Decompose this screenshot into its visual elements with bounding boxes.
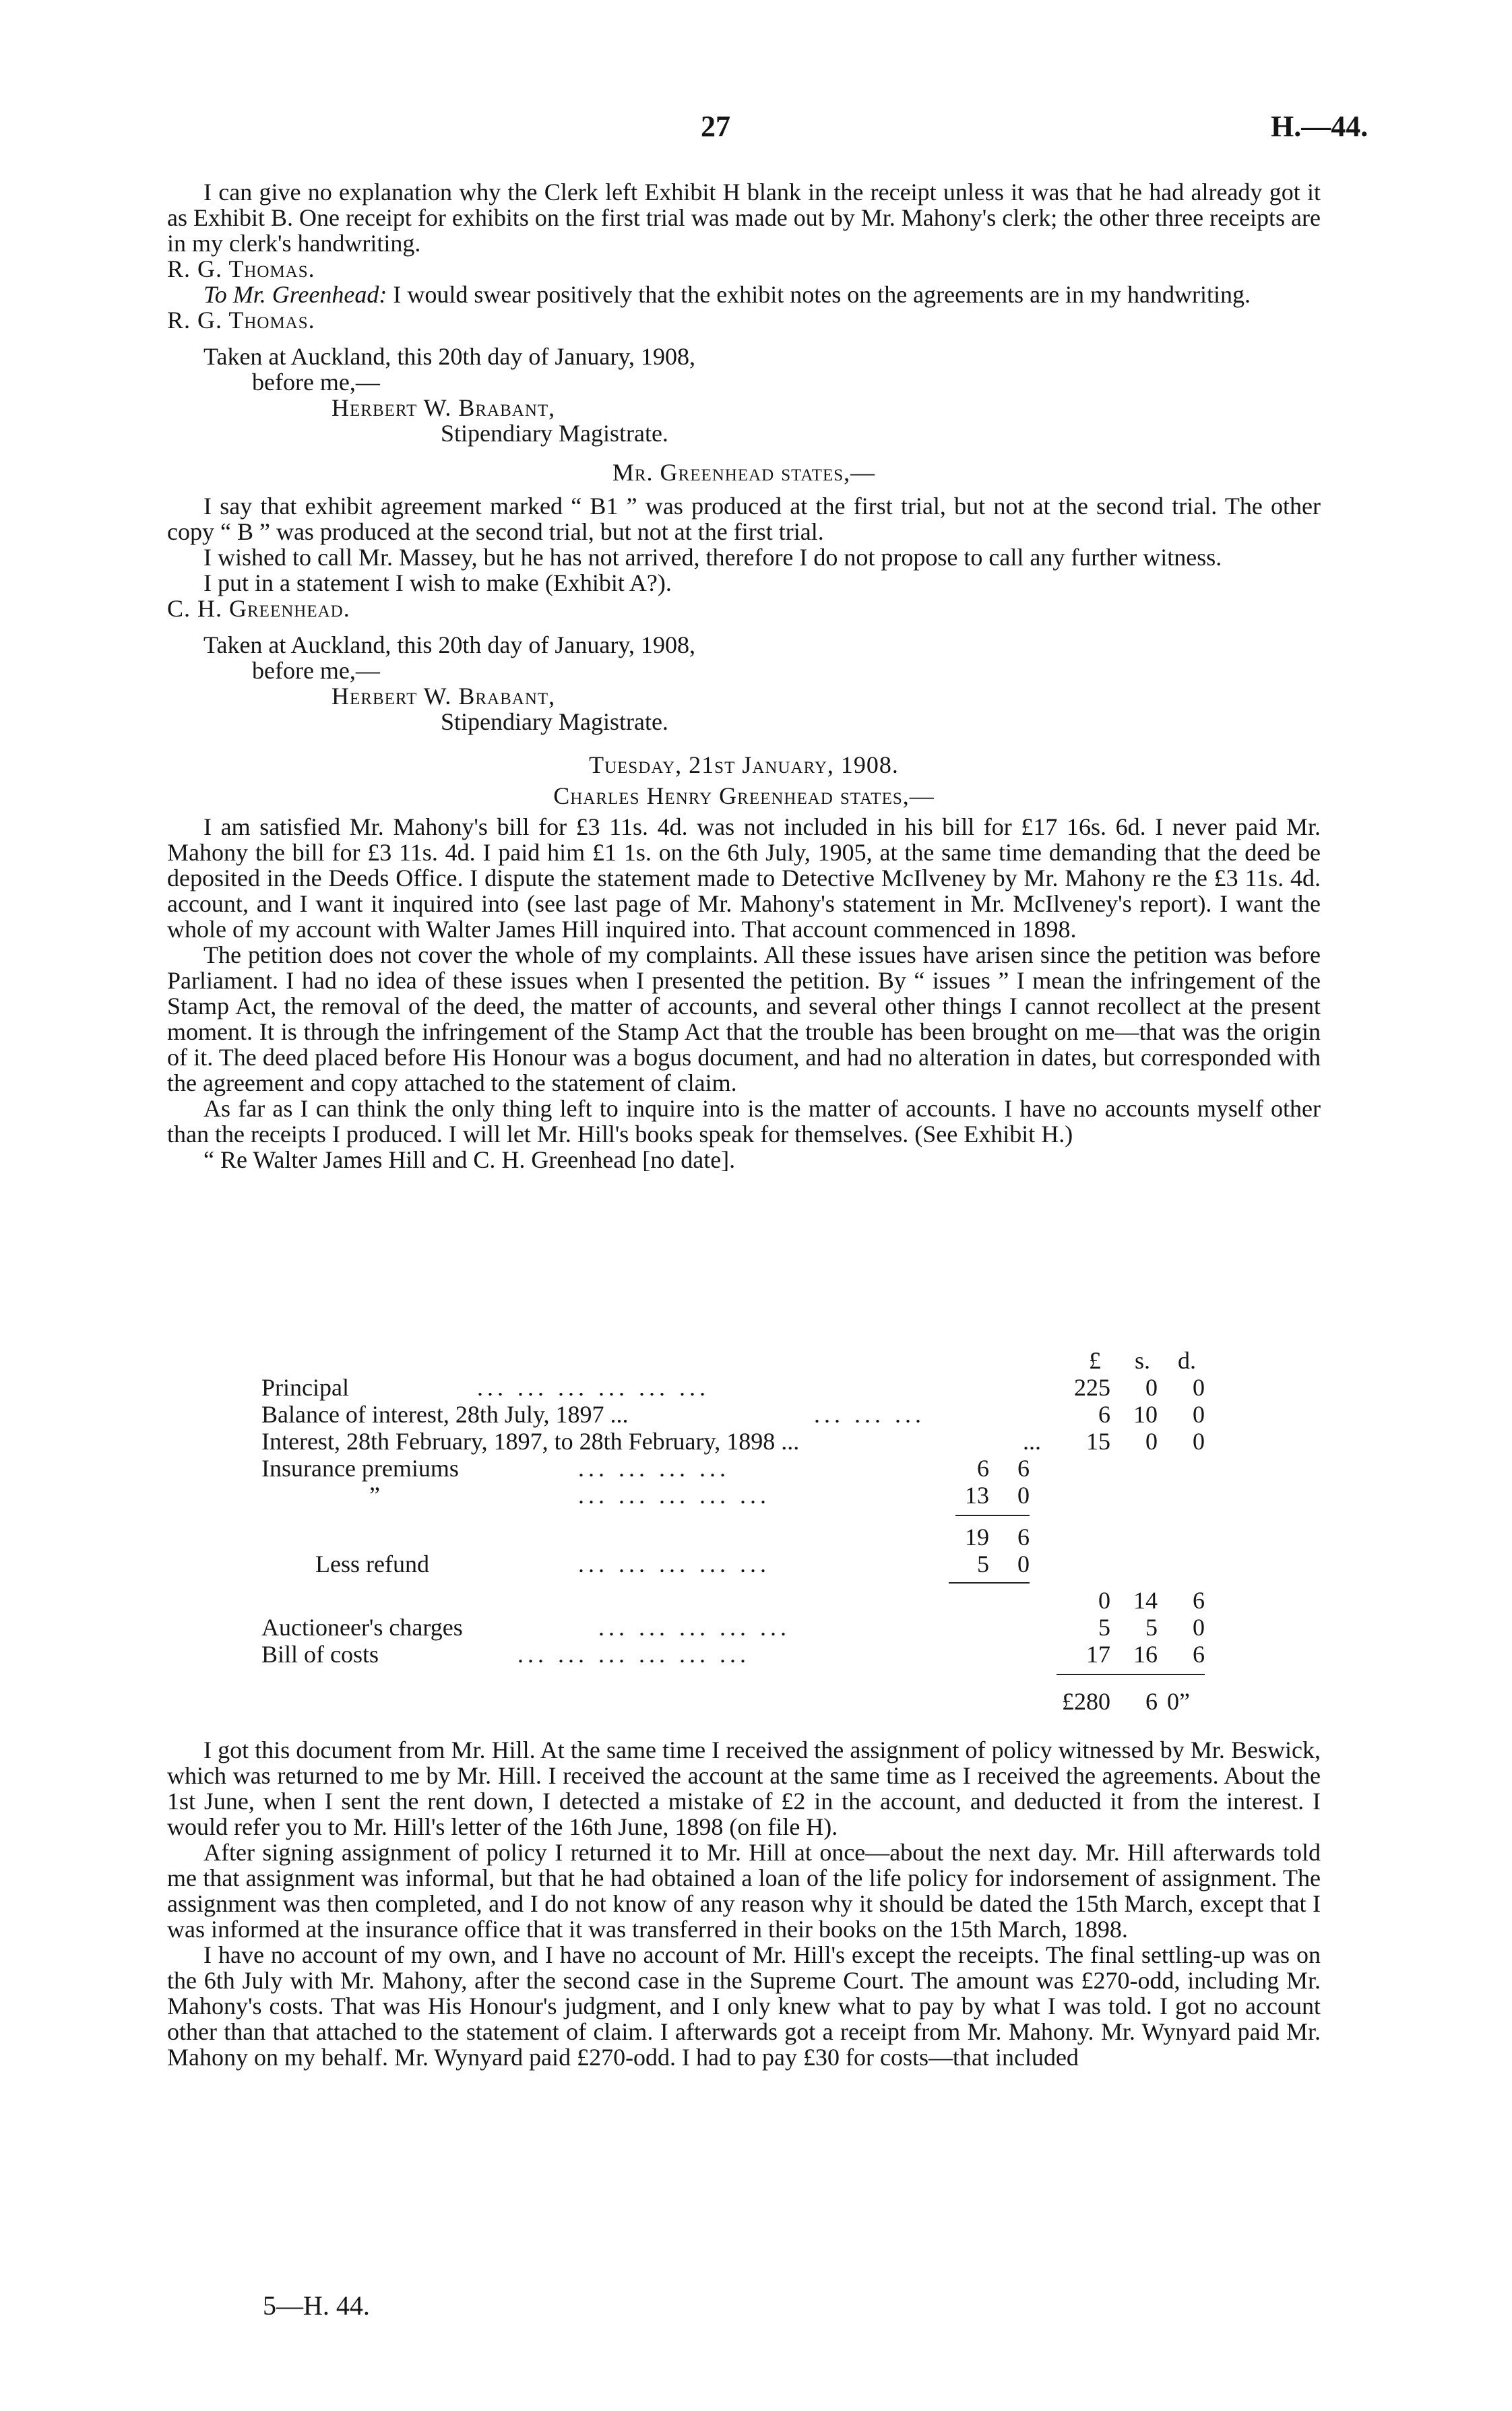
subtotal-rule <box>955 1515 1030 1516</box>
account-table <box>167 1348 1321 1779</box>
amount-pounds: 15 <box>1086 1428 1110 1455</box>
account-statement <box>167 1348 1321 1779</box>
row-leader: ... ... ... ... ... <box>578 1551 770 1577</box>
heading-greenhead-states: Mr. Greenhead states,— <box>612 459 876 486</box>
inner-shillings: 13 <box>965 1482 989 1509</box>
row-label: Interest, 28th February, 1897, to 28th February, 1898 ... <box>261 1428 800 1455</box>
total-shillings: 6 <box>1145 1688 1158 1715</box>
refund-rule <box>949 1582 1030 1584</box>
paragraph-greenhead-3: I put in a statement I wish to make (Exhibit A?). <box>203 569 672 596</box>
paragraph-after-1: I got this document from Mr. Hill. At the same time I received the assignment of policy witnessed by Mr. Beswick, which was returned to me by Mr. Hill. I received the account at the same time as I received the agreements. About the 1st June, when I sent the rent down, I detected a mistake of £2 in the account, and deducted it from the interest. I would refer you to Mr. Hill's letter of the 16th June, 1898 (on file H). <box>167 1736 1321 1840</box>
paragraph-greenhead-2: I wished to call Mr. Massey, but he has not arrived, therefore I do not propose to call any further witness. <box>203 544 1222 571</box>
inner-shillings: 5 <box>977 1551 989 1577</box>
addressee: To Mr. Greenhead: <box>203 281 387 308</box>
paragraph-thomas-1: I can give no explanation why the Clerk left Exhibit H blank in the receipt unless it was that he had already got it as Exhibit B. One receipt for exhibits on the first trial was made out by Mr. Mahony's clerk; the other three receipts are in my clerk's handwriting. <box>167 179 1321 257</box>
amount-pounds: 0 <box>1098 1587 1110 1614</box>
amount-shillings: 16 <box>1133 1641 1158 1668</box>
inner-pence: 0 <box>1017 1551 1030 1577</box>
paragraph-greenhead-1: I say that exhibit agreement marked “ B1 ” was produced at the first trial, but not at the second trial. The other copy “ B ” was produced at the second trial, but not at the first trial. <box>167 493 1321 545</box>
taken-at-1: Taken at Auckland, this 20th day of January, 1908, <box>203 343 695 370</box>
amount-pence: 6 <box>1193 1641 1205 1668</box>
inner-pence: 6 <box>1017 1524 1030 1551</box>
amount-shillings: 10 <box>1133 1401 1158 1428</box>
signature-mark: 5—H. 44. <box>263 2290 370 2321</box>
row-leader: ... ... ... ... ... ... <box>517 1641 750 1668</box>
paragraph-after-3: I have no account of my own, and I have no account of Mr. Hill's except the receipts. The final settling-up was on the 6th July with Mr. Mahony, after the second case in the Supreme Court. The amount was £270-odd, including Mr. Mahony's costs. That was His Honour's judgment, and I only knew what to pay by what I was told. I got no account other than that attached to the statement of claim. I afterwards got a receipt from Mr. Mahony. Mr. Wynyard paid Mr. Mahony on my behalf. Mr. Wynyard paid £270-odd. I had to pay £30 for costs—that included <box>167 1941 1321 2071</box>
amount-shillings: 5 <box>1145 1614 1158 1641</box>
inner-pence: 6 <box>1017 1455 1030 1482</box>
signature-thomas-2: R. G. Thomas. <box>167 307 315 334</box>
upper-section <box>167 179 1321 1172</box>
paragraph-thomas-2-text: I would swear positively that the exhibit notes on the agreements are in my handwriting. <box>387 281 1251 308</box>
amount-shillings: 14 <box>1133 1587 1158 1614</box>
account-heading-text: “ Re Walter James Hill and C. H. Greenhead [no date]. <box>203 1146 736 1173</box>
row-leader: ... ... ... ... ... <box>578 1482 770 1509</box>
header-pounds: £ <box>1089 1347 1101 1374</box>
row-leader: ... ... ... ... ... <box>598 1614 790 1641</box>
magistrate-name-2: Herbert W. Brabant, <box>332 683 556 710</box>
date-heading: Tuesday, 21st January, 1908. <box>589 751 899 778</box>
row-leader: ... ... ... <box>814 1401 925 1428</box>
paragraph-charles-1: I am satisfied Mr. Mahony's bill for £3 11s. 4d. was not included in his bill for £17 16s. 6d. I never paid Mr. Mahony the bill for £3 11s. 4d. I paid him £1 1s. on the 6th July, 1905, at the same time demanding that the deed be deposited in the Deeds Office. I dispute the statement made to Detective McIlveney by Mr. Mahony re the £3 11s. 4d. account, and I want it inquired into (see last page of Mr. Mahony's statement in Mr. McIlveney's report). I want the whole of my account with Walter James Hill inquired into. That account commenced in 1898. <box>167 813 1321 943</box>
inner-pence: 0 <box>1017 1482 1030 1509</box>
total-pence: 0” <box>1167 1688 1190 1715</box>
amount-pence: 0 <box>1193 1374 1205 1401</box>
amount-pence: 0 <box>1193 1614 1205 1641</box>
header-pence: d. <box>1178 1347 1196 1374</box>
ditto-mark: ” <box>369 1482 380 1509</box>
signature-thomas-1: R. G. Thomas. <box>167 255 315 282</box>
signature-greenhead: C. H. Greenhead. <box>167 595 350 622</box>
amount-pounds: 225 <box>1074 1374 1110 1401</box>
inner-shillings: 6 <box>977 1455 989 1482</box>
row-label: Less refund <box>315 1551 429 1577</box>
magistrate-title-1: Stipendiary Magistrate. <box>441 420 668 447</box>
amount-pence: 0 <box>1193 1401 1205 1428</box>
row-leader: ... <box>1023 1428 1041 1455</box>
magistrate-title-2: Stipendiary Magistrate. <box>441 708 668 735</box>
total-pounds: £280 <box>1062 1688 1110 1715</box>
paragraph-after-2: After signing assignment of policy I returned it to Mr. Hill at once—about the next day. Mr. Hill afterwards told me that assignment was informal, but that he had obtained a loan of the life policy for indorsement of assignment. The assignment was then completed, and I do not know of any reason why it should be dated the 15th March, except that I was informed at the insurance office that it was transferred in their books on the 15th March, 1898. <box>167 1839 1321 1943</box>
row-label: Auctioneer's charges <box>261 1614 463 1641</box>
amount-pounds: 5 <box>1098 1614 1110 1641</box>
row-label: Bill of costs <box>261 1641 379 1668</box>
magistrate-name-1: Herbert W. Brabant, <box>332 394 556 421</box>
account-heading <box>167 1147 1321 1172</box>
before-me-1: before me,— <box>252 369 380 396</box>
heading-charles-greenhead-states: Charles Henry Greenhead states,— <box>553 782 935 809</box>
row-label: Insurance premiums <box>261 1455 459 1482</box>
amount-pence: 6 <box>1193 1587 1205 1614</box>
row-leader: ... ... ... ... ... ... <box>477 1374 710 1401</box>
amount-pence: 0 <box>1193 1428 1205 1455</box>
header-shillings: s. <box>1135 1347 1151 1374</box>
paragraph-thomas-2 <box>167 282 1321 307</box>
paragraph-charles-2: The petition does not cover the whole of my complaints. All these issues have arisen since the petition was before Parliament. I had no idea of these issues when I presented the petition. By “ issues ” I mean the infringement of the Stamp Act, the removal of the deed, the matter of accounts, and several other things I cannot recollect at the present moment. It is through the infringement of the Stamp Act that the trouble has been brought on me—that was the origin of it. The deed placed before His Honour was a bogus document, and had no alteration in dates, but corresponded with the agreement and copy attached to the statement of claim. <box>167 941 1321 1096</box>
page-number: 27 <box>701 110 730 143</box>
row-label: Balance of interest, 28th July, 1897 ... <box>261 1401 629 1428</box>
amount-shillings: 0 <box>1145 1428 1158 1455</box>
total-rule <box>1057 1674 1205 1675</box>
amount-pounds: 6 <box>1098 1401 1110 1428</box>
row-label: Principal <box>261 1374 349 1401</box>
before-me-2: before me,— <box>252 657 380 684</box>
inner-shillings: 19 <box>965 1524 989 1551</box>
amount-pounds: 17 <box>1086 1641 1110 1668</box>
row-leader: ... ... ... ... <box>578 1455 730 1482</box>
paper-reference: H.—44. <box>1271 110 1368 143</box>
amount-shillings: 0 <box>1145 1374 1158 1401</box>
paragraph-charles-3: As far as I can think the only thing left to inquire into is the matter of accounts. I have no accounts myself other than the receipts I produced. I will let Mr. Hill's books speak for themselves. (See Exhibit H.) <box>167 1095 1321 1148</box>
taken-at-2: Taken at Auckland, this 20th day of January, 1908, <box>203 631 695 658</box>
lower-section <box>167 1737 1321 2070</box>
